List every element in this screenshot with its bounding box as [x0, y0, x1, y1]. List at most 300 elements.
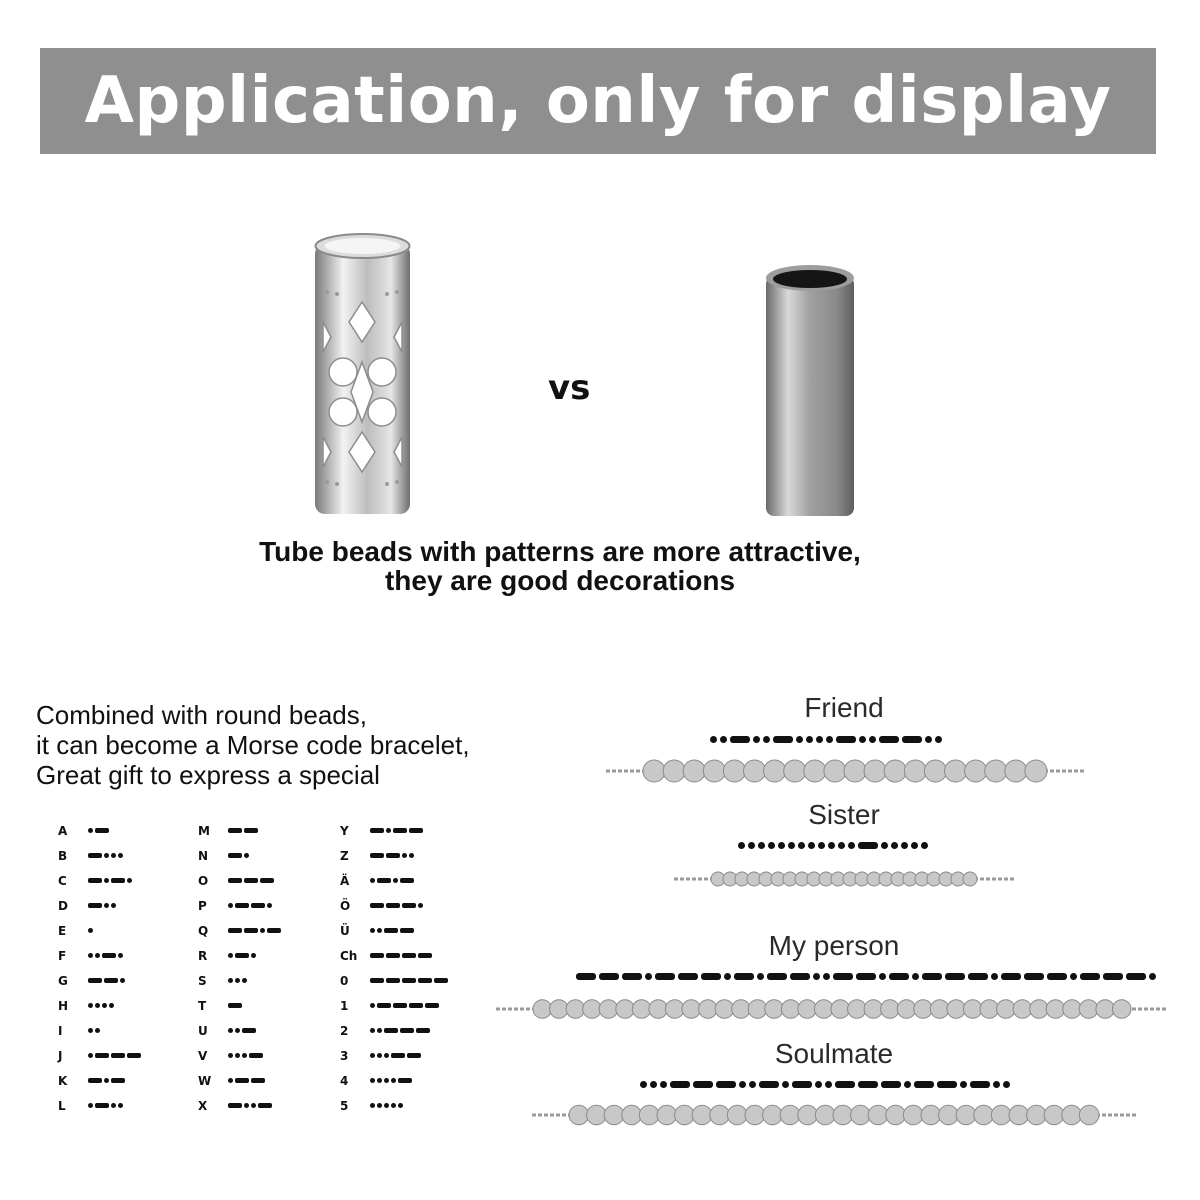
morse-dash	[759, 1081, 779, 1088]
morse-chart-row	[340, 1068, 500, 1093]
morse-dash	[111, 1053, 125, 1058]
morse-dot	[88, 1103, 93, 1108]
morse-dot	[235, 978, 240, 983]
bracelet-bead	[804, 760, 826, 782]
morse-dash	[242, 1028, 256, 1033]
morse-dash	[391, 1053, 405, 1058]
morse-letter: W	[198, 1073, 212, 1088]
morse-chart-row	[198, 968, 358, 993]
morse-dot	[391, 1078, 396, 1083]
morse-dot	[95, 1028, 100, 1033]
morse-chart-row	[58, 993, 218, 1018]
morse-dot	[816, 736, 823, 743]
morse-dash	[622, 973, 642, 980]
bracelet-bead	[1079, 1000, 1098, 1019]
morse-dash	[384, 1028, 398, 1033]
morse-dot	[418, 903, 423, 908]
morse-code-symbols	[228, 1003, 242, 1008]
morse-code-symbols	[88, 1003, 114, 1008]
morse-dot	[377, 1053, 382, 1058]
bracelet-bead	[715, 1000, 734, 1019]
bracelet-label-my-person: My person	[768, 930, 900, 961]
morse-dot	[409, 853, 414, 858]
morse-dot	[796, 736, 803, 743]
morse-dot	[111, 903, 116, 908]
morse-dot	[724, 973, 731, 980]
morse-dot	[228, 953, 233, 958]
morse-dot	[640, 1081, 647, 1088]
morse-dot	[242, 978, 247, 983]
morse-chart-row	[58, 1043, 218, 1068]
morse-dash	[384, 928, 398, 933]
morse-dot	[993, 1081, 1000, 1088]
morse-code-symbols	[370, 853, 414, 858]
morse-dot	[710, 736, 717, 743]
morse-dot	[813, 973, 820, 980]
morse-code-symbols	[228, 828, 258, 833]
bracelet-bead	[566, 1000, 585, 1019]
morse-code-symbols	[228, 878, 274, 883]
morse-dash	[386, 903, 400, 908]
bracelet-bead	[1013, 1000, 1032, 1019]
morse-letter: E	[58, 923, 67, 938]
morse-dot	[881, 842, 888, 849]
morse-dash	[937, 1081, 957, 1088]
bracelet-bead	[848, 1000, 867, 1019]
morse-dash	[235, 953, 249, 958]
intro-line-2: it can become a Morse code bracelet,	[36, 730, 470, 760]
morse-code-symbols	[88, 878, 132, 883]
bracelet-bead	[815, 1105, 835, 1125]
morse-dash	[734, 973, 754, 980]
morse-dash	[1001, 973, 1021, 980]
morse-code-symbols	[228, 1053, 263, 1058]
morse-chart-row	[340, 893, 500, 918]
morse-dash	[701, 973, 721, 980]
morse-dot	[645, 973, 652, 980]
morse-dot	[111, 853, 116, 858]
bracelet-image-sister	[672, 862, 1016, 896]
title-banner	[40, 48, 1156, 154]
bracelet-bead	[844, 760, 866, 782]
morse-code-symbols	[228, 928, 281, 933]
morse-code-symbols	[370, 1103, 403, 1108]
morse-dash	[393, 828, 407, 833]
morse-dot	[260, 928, 265, 933]
morse-chart-row	[340, 968, 500, 993]
morse-letter: A	[58, 823, 68, 838]
morse-chart-column	[340, 818, 500, 1118]
bracelet-bead	[703, 760, 725, 782]
bracelet-bead	[963, 1000, 982, 1019]
morse-chart-column	[58, 818, 218, 1118]
bracelet-bead	[781, 1000, 800, 1019]
morse-letter: R	[198, 948, 208, 963]
morse-code-symbols	[370, 1003, 439, 1008]
morse-dash	[386, 953, 400, 958]
morse-dash	[599, 973, 619, 980]
comparison-caption-line-1: Tube beads with patterns are more attractive,	[259, 536, 861, 567]
morse-dot	[118, 953, 123, 958]
bracelet-bead	[814, 1000, 833, 1019]
morse-dot	[88, 928, 93, 933]
morse-dot	[818, 842, 825, 849]
morse-chart-row	[340, 868, 500, 893]
morse-dash	[377, 878, 391, 883]
morse-dash	[104, 978, 118, 983]
morse-dot	[88, 1028, 93, 1033]
morse-dot	[788, 842, 795, 849]
morse-dash	[835, 1081, 855, 1088]
bracelet-morse-code	[640, 1081, 1010, 1088]
morse-chart-row	[198, 818, 358, 843]
morse-dot	[768, 842, 775, 849]
morse-dash	[228, 878, 242, 883]
bracelet-bead	[665, 1000, 684, 1019]
bracelet-bead	[1062, 1105, 1082, 1125]
morse-letter: 2	[340, 1023, 349, 1038]
bracelet-bead	[1063, 1000, 1082, 1019]
bracelet-bead	[985, 760, 1007, 782]
bracelet-bead	[1044, 1105, 1064, 1125]
morse-dash	[244, 828, 258, 833]
morse-dot	[267, 903, 272, 908]
morse-dot	[377, 1028, 382, 1033]
bracelet-bead	[639, 1105, 659, 1125]
bracelet-bead	[1009, 1105, 1029, 1125]
morse-chart-row	[58, 918, 218, 943]
morse-dash	[95, 1053, 109, 1058]
bracelet-bead	[864, 1000, 883, 1019]
bracelet-bead	[914, 1000, 933, 1019]
morse-dash	[881, 1081, 901, 1088]
morse-dot	[960, 1081, 967, 1088]
morse-chart-row	[198, 1093, 358, 1118]
bracelet-bead	[583, 1000, 602, 1019]
morse-dash	[249, 1053, 263, 1058]
morse-dash	[409, 828, 423, 833]
bracelet-bead	[683, 760, 705, 782]
morse-dash	[418, 953, 432, 958]
morse-code-symbols	[370, 1078, 412, 1083]
morse-dot	[798, 842, 805, 849]
morse-dash	[398, 1078, 412, 1083]
bracelet-bead	[744, 760, 766, 782]
morse-dash	[879, 736, 899, 743]
morse-dash	[968, 973, 988, 980]
morse-letter: U	[198, 1023, 208, 1038]
morse-code-symbols	[228, 1103, 272, 1108]
bracelet-bead	[569, 1105, 589, 1125]
bracelet-bead	[886, 1105, 906, 1125]
morse-dot	[88, 828, 93, 833]
morse-chart-row	[198, 993, 358, 1018]
morse-dot	[758, 842, 765, 849]
morse-dot	[104, 878, 109, 883]
morse-letter: 0	[340, 973, 349, 988]
morse-dot	[879, 973, 886, 980]
morse-letter: X	[198, 1098, 208, 1113]
morse-dash	[400, 928, 414, 933]
morse-chart-row	[340, 1093, 500, 1118]
morse-chart-row	[198, 1018, 358, 1043]
morse-dash	[693, 1081, 713, 1088]
morse-dot	[891, 842, 898, 849]
bracelet-bead	[663, 760, 685, 782]
bracelet-bead	[732, 1000, 751, 1019]
bracelet-bead	[881, 1000, 900, 1019]
bracelet-bead	[824, 760, 846, 782]
morse-dash	[792, 1081, 812, 1088]
morse-dot	[88, 1053, 93, 1058]
morse-letter: L	[58, 1098, 66, 1113]
morse-dot	[738, 842, 745, 849]
morse-chart-row	[58, 943, 218, 968]
bracelet-bead	[1005, 760, 1027, 782]
morse-dot	[991, 973, 998, 980]
morse-dot	[749, 1081, 756, 1088]
morse-dash	[402, 903, 416, 908]
bracelet-morse-code	[576, 973, 1156, 980]
bracelet-bead	[657, 1105, 677, 1125]
morse-dash	[902, 736, 922, 743]
bracelet-bead	[864, 760, 886, 782]
bracelet-bead	[765, 1000, 784, 1019]
morse-dot	[660, 1081, 667, 1088]
morse-dot	[370, 1053, 375, 1058]
morse-chart-row	[58, 1068, 218, 1093]
morse-dash	[425, 1003, 439, 1008]
morse-dot	[921, 842, 928, 849]
bracelet-bead	[980, 1000, 999, 1019]
morse-dash	[88, 978, 102, 983]
morse-dash	[111, 878, 125, 883]
bracelet-bead	[921, 1105, 941, 1125]
bracelet-bead	[599, 1000, 618, 1019]
morse-dot	[251, 1103, 256, 1108]
morse-chart-row	[340, 1043, 500, 1068]
morse-chart-column	[198, 818, 358, 1118]
morse-code-symbols	[88, 853, 123, 858]
morse-dot	[815, 1081, 822, 1088]
morse-dot	[370, 878, 375, 883]
morse-chart-row	[340, 843, 500, 868]
bracelet-bead	[784, 760, 806, 782]
morse-dot	[828, 842, 835, 849]
morse-code-symbols	[88, 1103, 123, 1108]
morse-dot	[118, 1103, 123, 1108]
morse-dash	[914, 1081, 934, 1088]
morse-dot	[901, 842, 908, 849]
vs-label: vs	[548, 368, 591, 408]
morse-dot	[838, 842, 845, 849]
bracelet-bead	[1027, 1105, 1047, 1125]
morse-code-symbols	[228, 1078, 265, 1083]
morse-dot	[823, 973, 830, 980]
plain-tube-bead-image	[762, 262, 858, 524]
morse-dash	[88, 903, 102, 908]
morse-dash	[386, 853, 400, 858]
morse-letter: Ü	[340, 923, 350, 938]
bracelet-bead	[945, 760, 967, 782]
morse-dot	[778, 842, 785, 849]
patterned-tube-bead-image	[305, 232, 420, 522]
morse-dash	[127, 1053, 141, 1058]
morse-dot	[235, 1028, 240, 1033]
morse-letter: I	[58, 1023, 63, 1038]
morse-dot	[118, 853, 123, 858]
morse-dot	[1070, 973, 1077, 980]
bracelet-image-my-person	[494, 994, 1170, 1024]
bracelet-bead	[831, 1000, 850, 1019]
bracelet-bead	[897, 1000, 916, 1019]
morse-letter: H	[58, 998, 69, 1013]
bracelet-bead	[622, 1105, 642, 1125]
morse-dot	[95, 953, 100, 958]
morse-dash	[418, 978, 432, 983]
bracelet-bead	[727, 1105, 747, 1125]
morse-dot	[228, 1078, 233, 1083]
morse-dot	[391, 1103, 396, 1108]
bracelet-bead	[550, 1000, 569, 1019]
morse-dash	[260, 878, 274, 883]
bracelet-image-soulmate	[530, 1100, 1138, 1130]
morse-chart-row	[340, 1018, 500, 1043]
morse-dash	[370, 953, 384, 958]
morse-letter: 4	[340, 1073, 349, 1088]
morse-dash	[251, 903, 265, 908]
morse-dot	[763, 736, 770, 743]
morse-dot	[935, 736, 942, 743]
morse-letter: 1	[340, 998, 349, 1013]
morse-letter: K	[58, 1073, 68, 1088]
morse-dot	[370, 1078, 375, 1083]
morse-dash	[945, 973, 965, 980]
morse-chart-row	[340, 818, 500, 843]
morse-dash	[393, 1003, 407, 1008]
bracelet-bead	[763, 1105, 783, 1125]
morse-code-symbols	[88, 978, 125, 983]
bracelet-morse-code	[738, 842, 928, 849]
morse-chart-row	[58, 968, 218, 993]
morse-letter: F	[58, 948, 67, 963]
morse-dot	[120, 978, 125, 983]
bracelet-bead	[748, 1000, 767, 1019]
morse-dash	[833, 973, 853, 980]
morse-dash	[235, 1078, 249, 1083]
morse-dot	[242, 1053, 247, 1058]
morse-dot	[228, 1053, 233, 1058]
bracelet-bead	[903, 1105, 923, 1125]
bracelet-label-sister: Sister	[808, 799, 880, 830]
bracelet-bead	[1096, 1000, 1115, 1019]
morse-dash	[730, 736, 750, 743]
morse-chart-row	[198, 1043, 358, 1068]
morse-dot	[848, 842, 855, 849]
morse-dot	[228, 978, 233, 983]
morse-dash	[244, 878, 258, 883]
morse-code-symbols	[370, 1053, 421, 1058]
bracelet-bead	[675, 1105, 695, 1125]
bracelet-bead	[904, 760, 926, 782]
morse-dot	[102, 1003, 107, 1008]
morse-dash	[678, 973, 698, 980]
morse-dot	[753, 736, 760, 743]
morse-dot	[370, 1103, 375, 1108]
bracelet-bead	[1112, 1000, 1131, 1019]
morse-dot	[384, 1103, 389, 1108]
morse-dash	[922, 973, 942, 980]
morse-dash	[1103, 973, 1123, 980]
morse-dot	[109, 1003, 114, 1008]
morse-chart-row	[58, 843, 218, 868]
morse-dot	[398, 1103, 403, 1108]
morse-dot	[370, 1028, 375, 1033]
morse-dot	[127, 878, 132, 883]
morse-code-symbols	[88, 928, 93, 933]
morse-code-symbols	[370, 828, 423, 833]
morse-dash	[407, 1053, 421, 1058]
intro-line-1: Combined with round beads,	[36, 700, 367, 730]
morse-dash	[95, 1103, 109, 1108]
morse-dot	[111, 1103, 116, 1108]
bracelet-bead	[780, 1105, 800, 1125]
morse-dash	[716, 1081, 736, 1088]
morse-dash	[370, 903, 384, 908]
bracelet-bead	[745, 1105, 765, 1125]
morse-dash	[258, 1103, 272, 1108]
morse-dot	[739, 1081, 746, 1088]
bracelet-bead	[682, 1000, 701, 1019]
morse-dot	[757, 973, 764, 980]
morse-dot	[370, 1003, 375, 1008]
bracelet-bead	[1079, 1105, 1099, 1125]
morse-code-symbols	[88, 828, 109, 833]
morse-dot	[782, 1081, 789, 1088]
morse-dash	[111, 1078, 125, 1083]
morse-dot	[88, 1003, 93, 1008]
bracelet-image-friend	[604, 756, 1086, 786]
morse-letter: T	[198, 998, 207, 1013]
bracelet-bead	[974, 1105, 994, 1125]
morse-dot	[95, 1003, 100, 1008]
morse-dash	[1080, 973, 1100, 980]
morse-letter: Ö	[340, 898, 351, 913]
morse-dot	[104, 853, 109, 858]
morse-dot	[386, 828, 391, 833]
morse-dot	[806, 736, 813, 743]
morse-letter: G	[58, 973, 68, 988]
morse-letter: S	[198, 973, 207, 988]
morse-dot	[228, 903, 233, 908]
morse-letter: Z	[340, 848, 349, 863]
intro-line-3: Great gift to express a special	[36, 760, 380, 790]
bracelet-bead	[963, 872, 977, 886]
morse-dot	[384, 1078, 389, 1083]
morse-dash	[670, 1081, 690, 1088]
morse-dash	[1047, 973, 1067, 980]
bracelet-bead	[616, 1000, 635, 1019]
morse-dash	[370, 978, 384, 983]
morse-dot	[370, 928, 375, 933]
morse-dash	[235, 903, 249, 908]
morse-code-symbols	[370, 903, 423, 908]
morse-letter: C	[58, 873, 67, 888]
morse-chart-row	[58, 1018, 218, 1043]
morse-dash	[244, 928, 258, 933]
morse-dot	[228, 1028, 233, 1033]
bracelet-bead	[991, 1105, 1011, 1125]
